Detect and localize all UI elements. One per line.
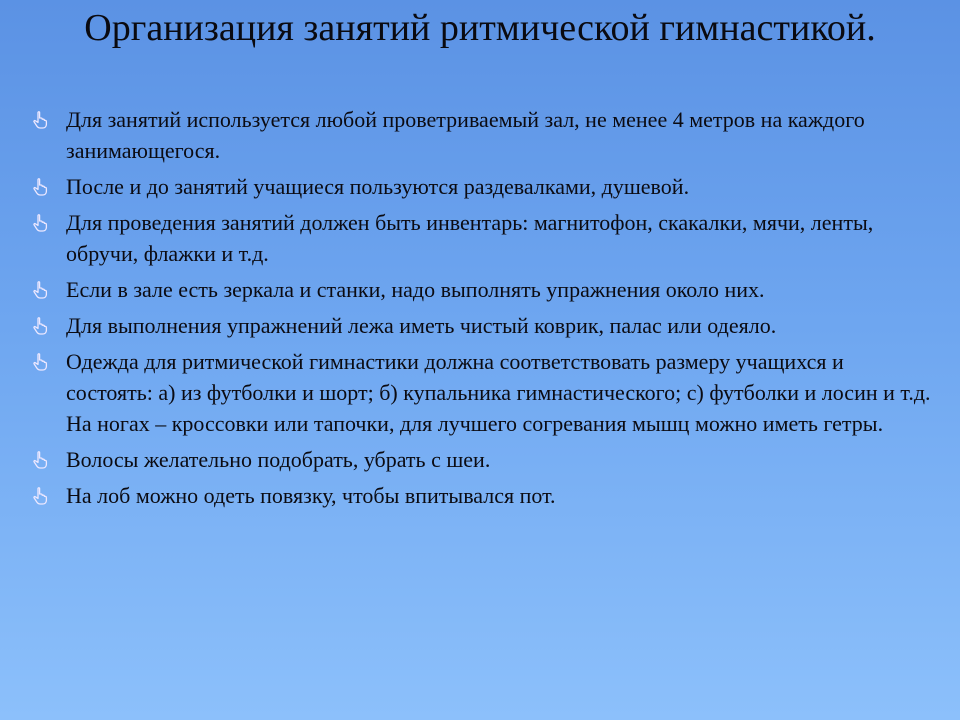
pointing-hand-icon	[32, 281, 48, 299]
bullet-text: На лоб можно одеть повязку, чтобы впитывался пот.	[66, 483, 556, 508]
bullet-text: Для проведения занятий должен быть инвентарь: магнитофон, скакалки, мячи, ленты, обручи, флажки и т.д.	[66, 210, 874, 266]
bullet-text: Если в зале есть зеркала и станки, надо выполнять упражнения около них.	[66, 277, 765, 302]
pointing-hand-icon	[32, 317, 48, 335]
pointing-hand-icon	[32, 178, 48, 196]
bullet-text: Одежда для ритмической гимнастики должна соответствовать размеру учащихся и состоять: а) из футболки и шорт; б) купальника гимнастического; с) футболки и лосин и т.д. На ногах – кроссовки или тапочки, для лучшего согревания мышц можно иметь гетры.	[66, 349, 931, 436]
bullet-item	[32, 207, 932, 269]
bullet-item	[32, 444, 932, 475]
bullet-text: Для выполнения упражнений лежа иметь чистый коврик, палас или одеяло.	[66, 313, 777, 338]
pointing-hand-icon	[32, 111, 48, 129]
bullet-item	[32, 274, 932, 305]
bullet-text: После и до занятий учащиеся пользуются раздевалками, душевой.	[66, 174, 690, 199]
bullet-item	[32, 104, 932, 166]
bullet-list	[32, 104, 932, 516]
bullet-item	[32, 480, 932, 511]
pointing-hand-icon	[32, 353, 48, 371]
slide-title: Организация занятий ритмической гимнастикой.	[84, 7, 876, 49]
bullet-text: Для занятий используется любой проветриваемый зал, не менее 4 метров на каждого занимающегося.	[66, 107, 865, 163]
pointing-hand-icon	[32, 214, 48, 232]
bullet-item	[32, 171, 932, 202]
pointing-hand-icon	[32, 451, 48, 469]
bullet-item	[32, 346, 932, 439]
bullet-item	[32, 310, 932, 341]
pointing-hand-icon	[32, 487, 48, 505]
bullet-text: Волосы желательно подобрать, убрать с шеи.	[66, 447, 491, 472]
